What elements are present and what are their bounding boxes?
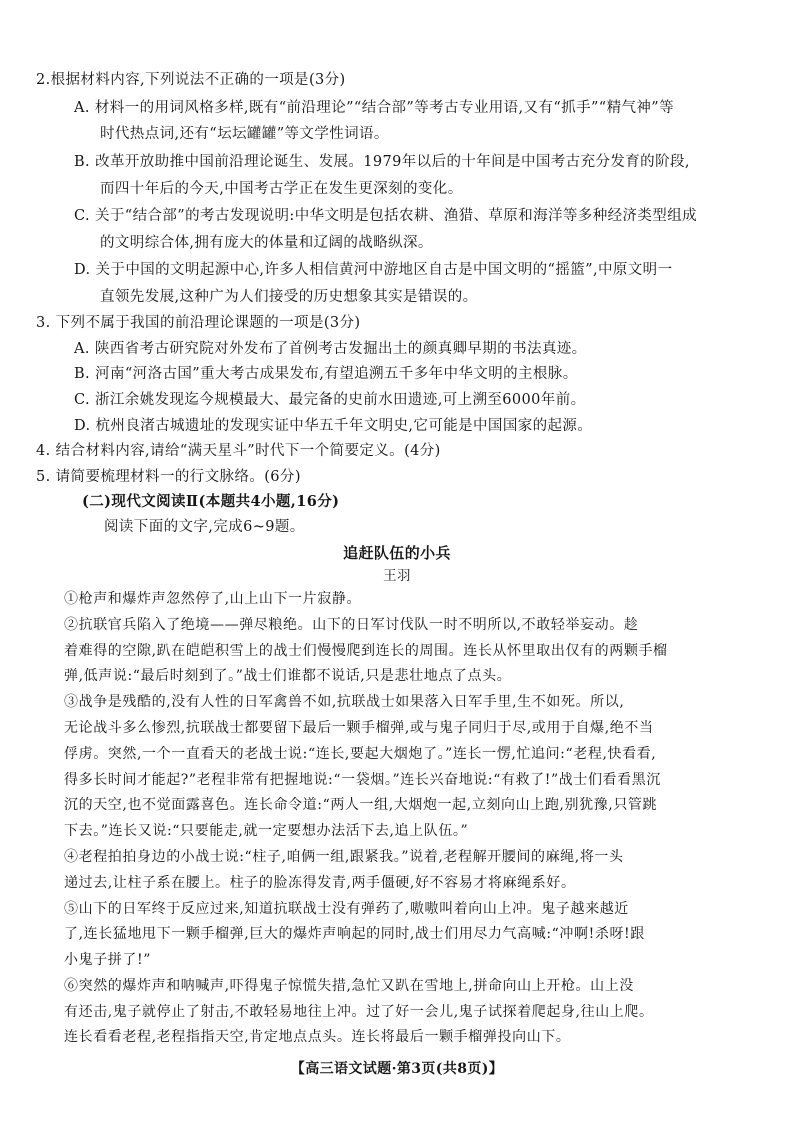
- paragraph-line: ②抗联官兵陷入了绝境——弹尽粮绝。山下的日军讨伐队一时不明所以,不敢轻举妄动。趁: [64, 617, 639, 633]
- paragraph-line: ③战争是残酷的,没有人性的日军禽兽不如,抗联战士如果落入日军手里,生不如死。所以,: [64, 694, 625, 710]
- paragraph-line: 得多长时间才能起?”老程非常有把握地说:“一袋烟。”连长兴奋地说:“有救了!”战士们看看黑沉: [64, 772, 661, 788]
- question-4: 4. 结合材料内容,请给“满天星斗”时代下一个简要定义。(4分): [36, 443, 441, 459]
- question-2-option-d-cont: 直领先发展,这种广为人们接受的历史想象其实是错误的。: [100, 289, 478, 305]
- paragraph-line: 递过去,让柱子系在腰上。柱子的脸冻得发青,两手僵硬,好不容易才将麻绳系好。: [64, 875, 576, 891]
- question-2-option-c: C. 关于“结合部”的考古发现说明:中华文明是包括农耕、渔猎、草原和海洋等多种经济类型组成: [74, 208, 698, 224]
- paragraph-line: ④老程拍拍身边的小战士说:“柱子,咱俩一组,跟紧我。”说着,老程解开腰间的麻绳,将一头: [64, 849, 624, 865]
- paragraph-line: 下去。”连长又说:“只要能走,就一定要想办法活下去,追上队伍。”: [64, 823, 469, 839]
- question-2-option-b: B. 改革开放助推中国前沿理论诞生、发展。1979年以后的十年间是中国考古充分发育的阶段,: [74, 154, 690, 170]
- section-instruction: 阅读下面的文字,完成6~9题。: [104, 519, 305, 535]
- question-3-option-a: A. 陕西省考古研究院对外发布了首例考古发掘出土的颜真卿早期的书法真迹。: [74, 341, 587, 357]
- section-header: (二)现代文阅读Ⅱ(本题共4小题,16分): [82, 493, 340, 510]
- paragraph-line: 连长看看老程,老程指指天空,肯定地点点头。连长将最后一颗手榴弹投向山下。: [64, 1029, 571, 1045]
- question-3-stem: 3. 下列不属于我国的前沿理论课题的一项是(3分): [36, 315, 361, 331]
- paragraph-line: 无论战斗多么惨烈,抗联战士都要留下最后一颗手榴弹,或与鬼子同归于尽,或用于自爆,绝不当: [64, 720, 654, 736]
- paragraph-line: 着难得的空隙,趴在皑皑积雪上的战士们慢慢爬到连长的周围。连长从怀里取出仅有的两颗手榴: [64, 643, 668, 659]
- question-3-option-d: D. 杭州良渚古城遗址的发现实证中华五千年文明史,它可能是中国国家的起源。: [74, 418, 593, 434]
- question-2-option-c-cont: 的文明综合体,拥有庞大的体量和辽阔的战略纵深。: [100, 235, 433, 251]
- question-2-option-b-cont: 而四十年后的今天,中国考古学正在发生更深刻的变化。: [100, 181, 463, 197]
- question-3-option-b: B. 河南“河洛古国”重大考古成果发布,有望追溯五千多年中华文明的主根脉。: [74, 366, 578, 382]
- question-2-option-a: A. 材料一的用词风格多样,既有“前沿理论”“结合部”等考古专业用语,又有“抓手”“精气神”等: [74, 100, 675, 116]
- paragraph-line: 小鬼子拼了!”: [64, 952, 151, 968]
- paragraph-line: 有还击,鬼子就停止了射击,不敢轻易地往上冲。过了好一会儿,鬼子试探着爬起身,往山上爬。: [64, 1004, 654, 1020]
- paragraph-line: 沉的天空,也不觉面露喜色。连长命令道:“两人一组,大烟炮一起,立刻向山上跑,别犹豫,只管跳: [64, 797, 658, 813]
- question-5: 5. 请简要梳理材料一的行文脉络。(6分): [36, 469, 301, 485]
- page-footer: 【高三语文试题·第3页(共8页)】: [290, 1061, 504, 1077]
- question-2-stem: 2.根据材料内容,下列说法不正确的一项是(3分): [36, 72, 346, 88]
- question-3-option-c: C. 浙江余姚发现迄今规模最大、最完备的史前水田遗迹,可上溯至6000年前。: [74, 392, 586, 408]
- paragraph-line: 弹,低声说:“最后时刻到了。”战士们谁都不说话,只是悲壮地点了点头。: [64, 668, 512, 684]
- paragraph-line: ①枪声和爆炸声忽然停了,山上山下一片寂静。: [64, 591, 362, 607]
- question-2-option-a-cont: 时代热点词,还有“坛坛罐罐”等文学性词语。: [100, 126, 389, 142]
- paragraph-line: ⑤山下的日军终于反应过来,知道抗联战士没有弹药了,嗷嗷叫着向山上冲。鬼子越来越近: [64, 901, 629, 917]
- paragraph-line: ⑥突然的爆炸声和呐喊声,吓得鬼子惊慌失措,急忙又趴在雪地上,拼命向山上开枪。山上没: [64, 978, 634, 994]
- story-title: 追赶队伍的小兵: [343, 544, 451, 562]
- paragraph-line: 俘虏。突然,一个一直看天的老战士说:“连长,要起大烟炮了。”连长一愣,忙追问:“老程,快看看,: [64, 746, 657, 762]
- story-author: 王羽: [383, 568, 411, 584]
- question-2-option-d: D. 关于中国的文明起源中心,许多人相信黄河中游地区自古是中国文明的“摇篮”,中原文明一: [74, 262, 673, 278]
- paragraph-line: 了,连长猛地甩下一颗手榴弹,巨大的爆炸声响起的同时,战士们用尽力气高喊:“冲啊!杀呀!跟: [64, 926, 645, 942]
